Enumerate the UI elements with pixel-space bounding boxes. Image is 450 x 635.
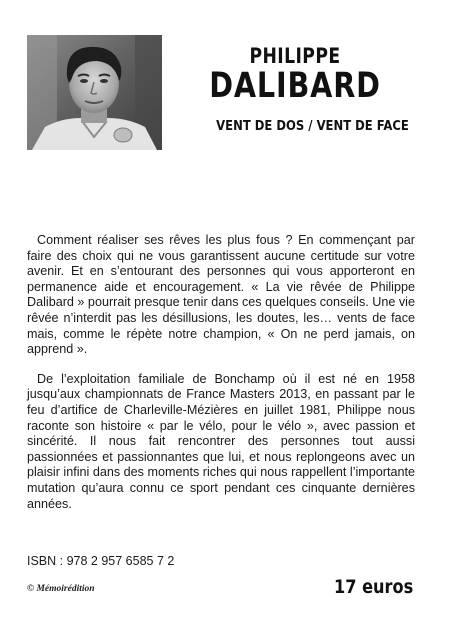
description-paragraph: Comment réaliser ses rêves les plus fous ? En commençant par faire des choix qui ne vous garantissent aucune certitude sur votre avenir. Et en s’entourant des personnes qui vous apporteront en permanence aide et encouragement. « La vie rêvée de Philippe Dalibard » pourrait presque tenir dans ces quelques conseils. Une vie rêvée n’interdit pas les désillusions, les doutes, les… vents de face mais, comme le répète notre champion, « On ne perd jamais, on apprend ».: [27, 233, 415, 357]
author-last-name: DALIBARD: [209, 66, 381, 106]
publisher-mark: © Mémoirédition: [27, 584, 95, 594]
author-portrait-image: [27, 35, 162, 150]
book-description: [27, 233, 415, 526]
description-paragraph: De l’exploitation familiale de Bonchamp où il est né en 1958 jusqu’aux championnats de France Masters 2013, en passant par le feu d’artifice de Charleville-Mézières en juillet 1981, Philippe nous raconte son histoire « par le vélo, pour le vélo », avec passion et sincérité. Il nous fait rencontrer des personnes tout aussi passionnées et passionnantes que lui, et nous replongeons avec un plaisir infini dans des moments riches qui nous rappellent l’importante mutation qu’aura connu ce sport pendant ces cinquante dernières années.: [27, 371, 415, 511]
isbn-number: ISBN : 978 2 957 6585 7 2: [27, 554, 175, 568]
book-subtitle: VENT DE DOS / VENT DE FACE: [216, 118, 409, 134]
author-photo: [27, 35, 162, 150]
author-first-name: PHILIPPE: [249, 44, 341, 68]
book-price: 17 euros: [333, 576, 413, 598]
